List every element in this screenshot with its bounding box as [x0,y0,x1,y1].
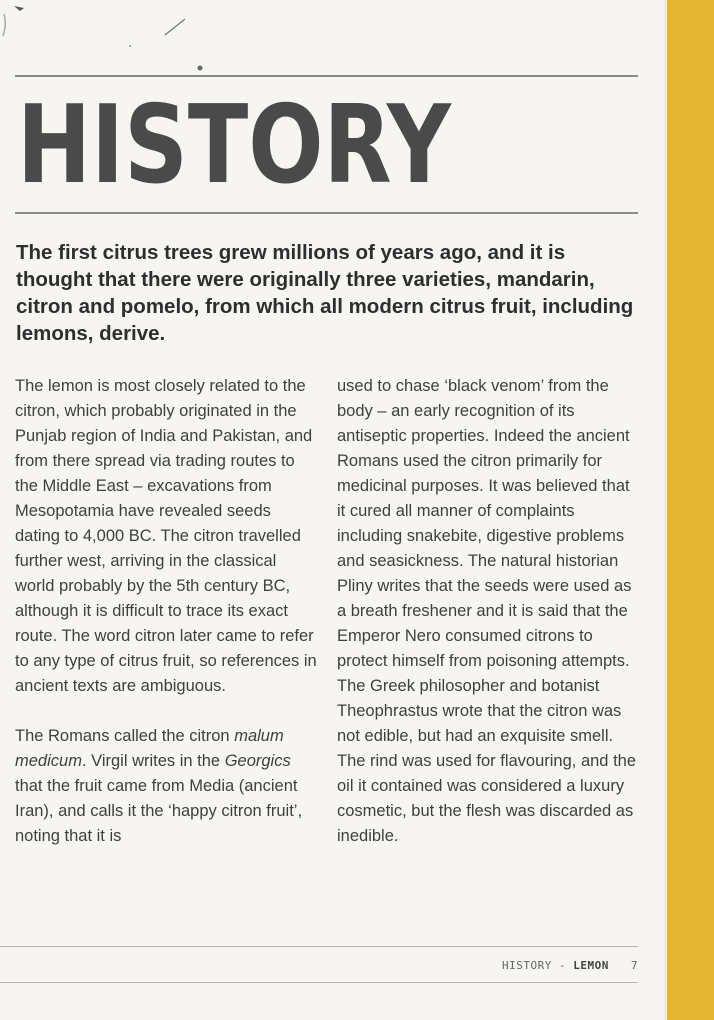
left-paragraph-2 [15,724,317,849]
yellow-edge-bar [667,0,714,1020]
italic-term-malum-medicum: malum medicum [15,727,284,770]
text-run: . Virgil writes in the [81,752,225,770]
running-footer [502,959,638,972]
text-run: that the fruit came from Media (ancient Iran), and calls it the ‘happy citron fruit’, noting that it is [15,777,303,845]
footer-section: LEMON [573,959,609,972]
print-smudge-marks [0,0,220,80]
paragraph-gap [15,699,317,724]
page-gutter [664,0,667,1020]
lead-paragraph: The first citrus trees grew millions of years ago, and it is thought that there were originally three varieties, mandarin, citron and pomelo, from which all modern citrus fruit, including lemons, derive. [16,241,634,345]
right-column [337,374,639,849]
text-run: The Romans called the citron [15,727,235,745]
title-rule [15,212,638,214]
footer-chapter: HISTORY [502,959,552,972]
page-title: HISTORY [17,83,452,208]
left-paragraph-1: The lemon is most closely related to the citron, which probably originated in the Punjab region of India and Pakistan, and from there spread via trading routes to the Middle East – excavations from Mesopotamia have revealed seeds dating to 4,000 BC. The citron travelled further west, arriving in the classical world probably by the 5th century BC, although it is difficult to trace its exact route. The word citron later came to refer to any type of citrus fruit, so references in ancient texts are ambiguous. [15,377,317,695]
right-paragraph-1: used to chase ‘black venom’ from the body – an early recognition of its antiseptic properties. Indeed the ancient Romans used the citron primarily for medicinal purposes. It was believed that it cured all manner of complaints including snakebite, digestive problems and seasickness. The natural historian Pliny writes that the seeds were used as a breath freshener and it is said that the Emperor Nero consumed citrons to protect himself from poisoning attempts. The Greek philosopher and botanist Theophrastus wrote that the citron was not edible, but had an exquisite smell. The rind was used for flavouring, and the oil it contained was considered a luxury cosmetic, but the flesh was discarded as inedible. [337,377,637,845]
left-column [15,374,317,849]
italic-term-georgics: Georgics [224,752,291,770]
footer-rule-bottom [0,982,638,983]
page-number: 7 [630,959,638,972]
top-rule [15,75,638,77]
footer-separator: - [551,959,574,972]
footer-rule-top [0,946,638,947]
